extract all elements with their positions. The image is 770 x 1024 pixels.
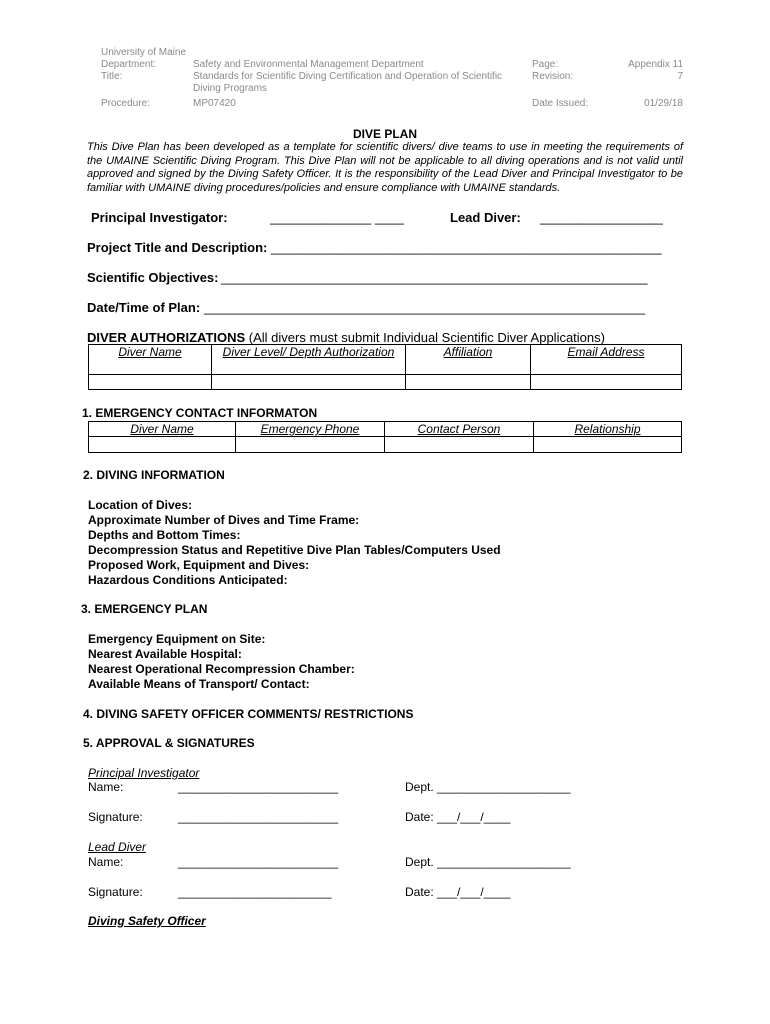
objectives-label: Scientific Objectives:	[87, 270, 219, 285]
auth-col-diver-name: Diver Name	[89, 345, 212, 375]
project-label: Project Title and Description:	[87, 240, 268, 255]
page-label: Page:	[532, 59, 559, 70]
auth-col-level-depth: Diver Level/ Depth Authorization	[212, 345, 406, 375]
org-name: University of Maine	[101, 47, 187, 58]
dives-timeframe-label: Approximate Number of Dives and Time Frame:	[88, 513, 360, 527]
lead-date-line: Date: ___/___/____	[405, 885, 511, 899]
authorizations-heading-note: (All divers must submit Individual Scientific Diver Applications)	[245, 330, 605, 345]
procedure-value: MP07420	[193, 98, 236, 109]
auth-col-email: Email Address	[531, 345, 682, 375]
nearest-hospital-label: Nearest Available Hospital:	[88, 647, 242, 661]
auth-cell[interactable]	[212, 375, 406, 390]
pi-dept-line: Dept. ____________________	[405, 780, 571, 794]
emergency-contact-table	[88, 421, 682, 453]
title-label: Title:	[101, 71, 123, 82]
objectives-blank: ___________________________________________________________	[221, 270, 648, 285]
transport-contact-label: Available Means of Transport/ Contact:	[88, 677, 310, 691]
intro-paragraph: This Dive Plan has been developed as a template for scientific divers/ dive teams to use in meeting the requirements of the UMAINE Scientific Diving Program. This Dive Plan will not be applicable to all diving operations and is not valid until approved and signed by the Diving Safety Officer. It is the responsibility of the Lead Diver and Principal Investigator to be familiar with UMAINE diving procedures/policies and ensure compliance with UMAINE standards.	[87, 141, 683, 194]
revision-value: 7	[677, 71, 683, 82]
lead-signature-line: _______________________	[178, 885, 332, 899]
date-issued-value: 01/29/18	[644, 98, 683, 109]
authorizations-table	[88, 344, 682, 390]
lead-diver-signature-heading: Lead Diver	[88, 840, 147, 854]
hazardous-conditions-label: Hazardous Conditions Anticipated:	[88, 573, 288, 587]
authorizations-heading-bold: DIVER AUTHORIZATIONS	[87, 330, 246, 345]
pi-name-line: ________________________	[178, 780, 339, 794]
pi-name-label: Name:	[88, 780, 124, 794]
title-value-line1: Standards for Scientific Diving Certification and Operation of Scientific	[193, 71, 503, 82]
dso-signature-heading: Diving Safety Officer	[88, 914, 206, 928]
lead-signature-label: Signature:	[88, 885, 143, 899]
ec-col-contact-person: Contact Person	[385, 422, 534, 437]
department-value: Safety and Environmental Management Department	[193, 59, 424, 70]
depths-bottom-times-label: Depths and Bottom Times:	[88, 528, 241, 542]
section5-heading: 5. APPROVAL & SIGNATURES	[83, 736, 255, 750]
emergency-equipment-label: Emergency Equipment on Site:	[88, 632, 266, 646]
ec-col-diver-name: Diver Name	[89, 422, 236, 437]
section1-heading: 1. EMERGENCY CONTACT INFORMATON	[82, 406, 318, 420]
pi-signature-line: ________________________	[178, 810, 339, 824]
proposed-work-label: Proposed Work, Equipment and Dives:	[88, 558, 310, 572]
lead-diver-blank: _________________	[540, 210, 663, 225]
document-title: DIVE PLAN	[352, 127, 417, 141]
date-time-blank: _____________________________________________________________	[204, 300, 646, 315]
lead-name-label: Name:	[88, 855, 124, 869]
ec-cell[interactable]	[534, 437, 682, 453]
project-blank: ______________________________________________________	[271, 240, 662, 255]
pi-label: Principal Investigator:	[91, 210, 228, 225]
dive-location-label: Location of Dives:	[88, 498, 193, 512]
recompression-chamber-label: Nearest Operational Recompression Chamber:	[88, 662, 355, 676]
page-value: Appendix 11	[628, 59, 683, 70]
ec-col-relationship: Relationship	[534, 422, 682, 437]
pi-signature-heading: Principal Investigator	[88, 766, 200, 780]
lead-diver-label: Lead Diver:	[450, 210, 521, 225]
decompression-status-label: Decompression Status and Repetitive Dive Plan Tables/Computers Used	[88, 543, 501, 557]
auth-cell[interactable]	[406, 375, 531, 390]
revision-label: Revision:	[532, 71, 574, 82]
pi-date-line: Date: ___/___/____	[405, 810, 511, 824]
procedure-label: Procedure:	[101, 98, 150, 109]
ec-col-emergency-phone: Emergency Phone	[236, 422, 385, 437]
ec-cell[interactable]	[236, 437, 385, 453]
date-time-label: Date/Time of Plan:	[87, 300, 201, 315]
date-issued-label: Date Issued:	[532, 98, 589, 109]
pi-signature-label: Signature:	[88, 810, 143, 824]
title-value-line2: Diving Programs	[193, 83, 267, 94]
authorizations-heading	[87, 330, 605, 345]
section4-heading: 4. DIVING SAFETY OFFICER COMMENTS/ RESTRICTIONS	[83, 707, 414, 721]
lead-name-line: ________________________	[178, 855, 339, 869]
auth-cell[interactable]	[89, 375, 212, 390]
ec-cell[interactable]	[89, 437, 236, 453]
pi-blank: ______________ ____	[270, 210, 404, 225]
lead-dept-line: Dept. ____________________	[405, 855, 571, 869]
section2-heading: 2. DIVING INFORMATION	[83, 468, 225, 482]
section3-heading: 3. EMERGENCY PLAN	[81, 602, 208, 616]
auth-cell[interactable]	[531, 375, 682, 390]
department-label: Department:	[101, 59, 157, 70]
ec-cell[interactable]	[385, 437, 534, 453]
auth-col-affiliation: Affiliation	[406, 345, 531, 375]
